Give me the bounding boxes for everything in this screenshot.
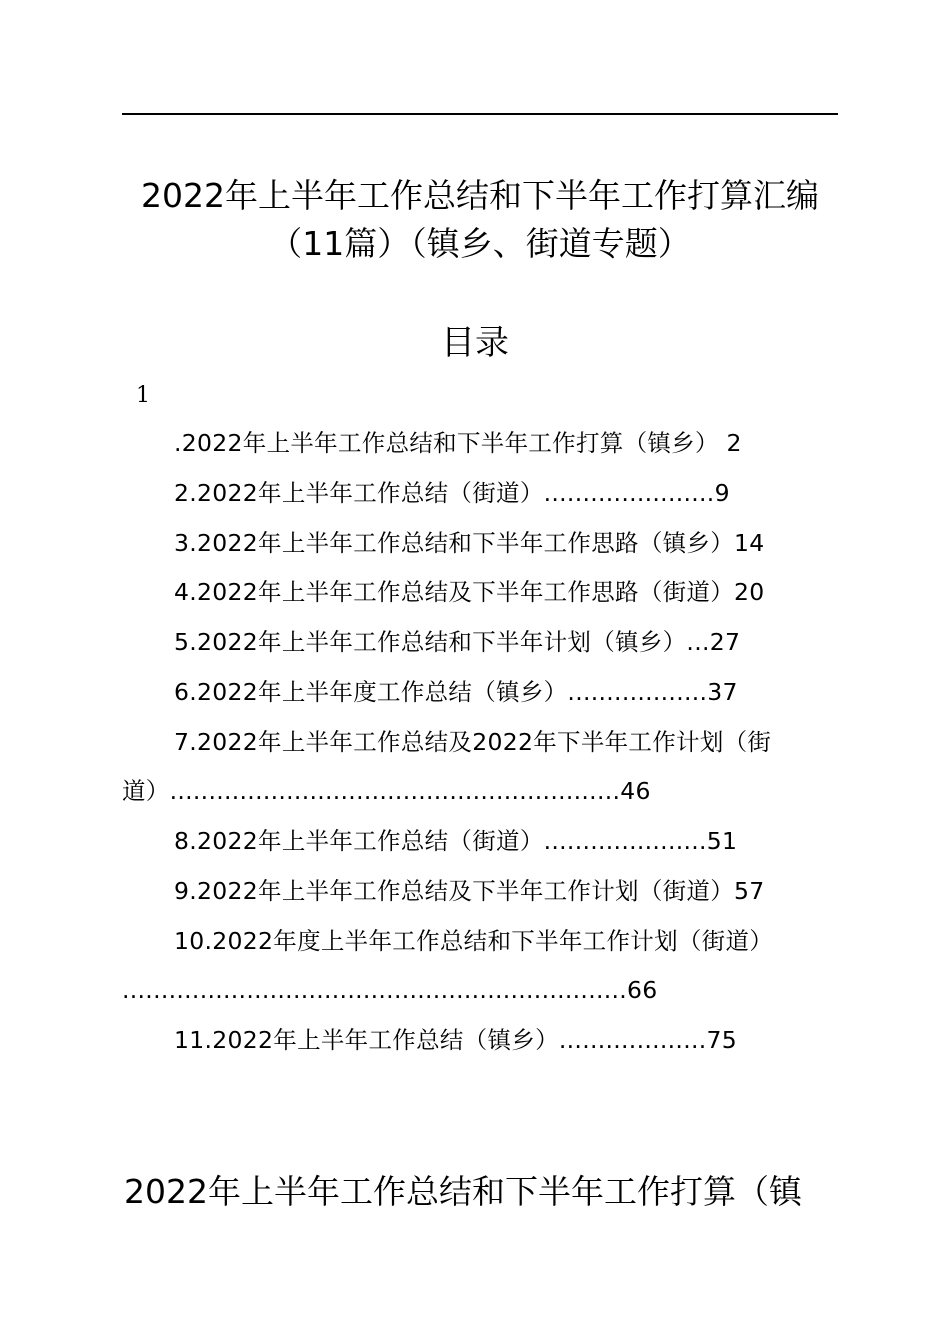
- toc-entry-11[interactable]: 11.2022年上半年工作总结（镇乡）...................75: [174, 1026, 738, 1054]
- section-title: 2022年上半年工作总结和下半年工作打算（镇: [124, 1172, 802, 1211]
- toc-entry-9[interactable]: 9.2022年上半年工作总结及下半年工作计划（街道）57: [174, 877, 765, 905]
- toc-entry-4[interactable]: 4.2022年上半年工作总结及下半年工作思路（街道）20: [174, 578, 765, 606]
- toc-entry-7-continued[interactable]: 道）..........................................................46: [122, 777, 651, 805]
- toc-entry-8[interactable]: 8.2022年上半年工作总结（街道）.....................51: [174, 827, 738, 855]
- toc-entry-1[interactable]: .2022年上半年工作总结和下半年工作打算（镇乡） 2: [174, 429, 742, 457]
- page-marker: 1: [136, 383, 150, 408]
- toc-entry-10[interactable]: 10.2022年度上半年工作总结和下半年工作计划（街道）: [174, 927, 774, 955]
- toc-heading: 目录: [441, 323, 509, 363]
- toc-entry-10-continued[interactable]: .................................................................66: [122, 976, 658, 1004]
- document-title-line-1: 2022年上半年工作总结和下半年工作打算汇编: [141, 176, 819, 215]
- toc-entry-3[interactable]: 3.2022年上半年工作总结和下半年工作思路（镇乡）14: [174, 529, 765, 557]
- header-rule: [122, 113, 838, 115]
- toc-entry-2[interactable]: 2.2022年上半年工作总结（街道）......................9: [174, 479, 730, 507]
- toc-entry-7[interactable]: 7.2022年上半年工作总结及2022年下半年工作计划（街: [174, 728, 772, 756]
- toc-entry-6[interactable]: 6.2022年上半年度工作总结（镇乡）..................37: [174, 678, 738, 706]
- toc-entry-5[interactable]: 5.2022年上半年工作总结和下半年计划（镇乡）...27: [174, 628, 741, 656]
- document-title-line-2: （11篇）（镇乡、街道专题）: [269, 224, 691, 263]
